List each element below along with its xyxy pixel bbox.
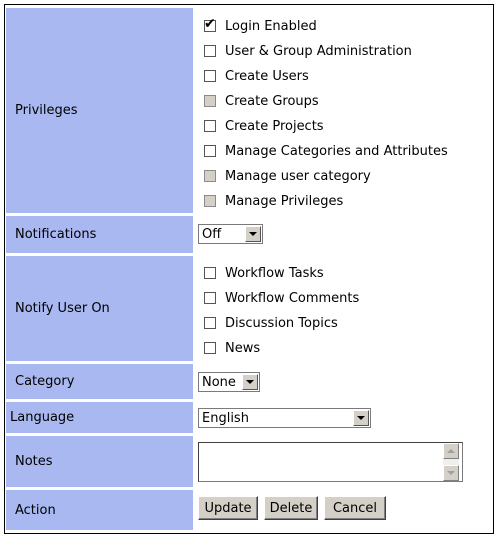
notify-workflow-tasks[interactable] <box>204 263 324 283</box>
privilege-create-projects[interactable] <box>204 116 324 136</box>
category-selected: None <box>202 374 236 390</box>
notes-scrollbar[interactable] <box>443 443 459 481</box>
category-value <box>196 364 488 399</box>
privilege-manage-user-category <box>204 166 371 186</box>
notes-label-cell <box>6 436 193 487</box>
action-label: Action <box>15 502 56 518</box>
notify-user-on-label: Notify User On <box>15 301 110 316</box>
notes-label: Notes <box>15 454 53 469</box>
checkbox[interactable] <box>204 16 216 32</box>
scroll-down-icon[interactable] <box>443 465 459 481</box>
privilege-create-users[interactable] <box>204 66 309 86</box>
notify-user-on-label-cell <box>6 256 193 361</box>
checkbox-label: Discussion Topics <box>225 315 338 331</box>
privileges-options <box>196 8 488 213</box>
privileges-label: Privileges <box>15 103 78 118</box>
action-label-cell <box>6 490 193 530</box>
checkbox-label: Workflow Comments <box>225 290 360 306</box>
checkbox-label: Create Users <box>225 68 309 84</box>
update-button[interactable]: Update <box>198 496 258 520</box>
language-selected: English <box>202 410 249 426</box>
checkbox-label: Workflow Tasks <box>225 265 324 281</box>
privilege-manage-categories[interactable] <box>204 141 448 161</box>
category-label: Category <box>15 374 75 389</box>
chevron-down-icon[interactable] <box>242 374 258 390</box>
notes-value <box>196 436 488 487</box>
checkbox[interactable] <box>204 120 216 132</box>
notify-user-on-options <box>196 256 488 361</box>
checkbox-label: Manage user category <box>225 168 371 184</box>
checkbox-label: News <box>225 340 261 356</box>
privilege-create-groups <box>204 91 319 111</box>
action-buttons <box>196 490 488 530</box>
category-label-cell <box>6 364 193 399</box>
scroll-up-icon[interactable] <box>443 443 459 459</box>
checkbox-label: Manage Categories and Attributes <box>225 143 448 159</box>
checkbox-label: Create Projects <box>225 118 324 134</box>
notes-textarea[interactable] <box>198 442 463 482</box>
checkbox[interactable] <box>204 267 216 279</box>
delete-button[interactable]: Delete <box>264 496 318 520</box>
language-label: Language <box>10 410 75 425</box>
chevron-down-icon[interactable] <box>245 226 261 242</box>
checkmark-icon: ✔ <box>204 16 216 32</box>
checkbox[interactable] <box>204 292 216 304</box>
cancel-button[interactable]: Cancel <box>324 496 386 520</box>
checkbox[interactable] <box>204 342 216 354</box>
notifications-label-cell <box>6 216 193 253</box>
privileges-label-cell <box>6 8 193 213</box>
category-select[interactable] <box>198 372 260 392</box>
checkbox-label: Manage Privileges <box>225 193 344 209</box>
notify-workflow-comments[interactable] <box>204 288 359 308</box>
notifications-value <box>196 216 488 253</box>
language-label-cell <box>6 402 193 433</box>
checkbox[interactable] <box>204 145 216 157</box>
checkbox[interactable] <box>204 317 216 329</box>
notify-news[interactable] <box>204 338 260 358</box>
language-select[interactable] <box>198 408 371 428</box>
language-value <box>196 402 488 433</box>
checkbox-disabled <box>204 195 216 207</box>
checkbox-label: User & Group Administration <box>225 43 412 59</box>
notifications-select[interactable] <box>198 224 263 244</box>
privilege-manage-privileges <box>204 191 343 211</box>
chevron-down-icon[interactable] <box>353 410 369 426</box>
checkbox-label: Create Groups <box>225 93 319 109</box>
checkbox-disabled <box>204 95 216 107</box>
privilege-login-enabled[interactable] <box>204 16 317 36</box>
checkbox-disabled <box>204 170 216 182</box>
checkbox[interactable] <box>204 70 216 82</box>
notify-discussion-topics[interactable] <box>204 313 338 333</box>
notifications-selected: Off <box>202 226 222 242</box>
notifications-label: Notifications <box>15 227 97 242</box>
checkbox[interactable] <box>204 45 216 57</box>
privilege-user-group-admin[interactable] <box>204 41 412 61</box>
checkbox-label: Login Enabled <box>225 18 317 34</box>
